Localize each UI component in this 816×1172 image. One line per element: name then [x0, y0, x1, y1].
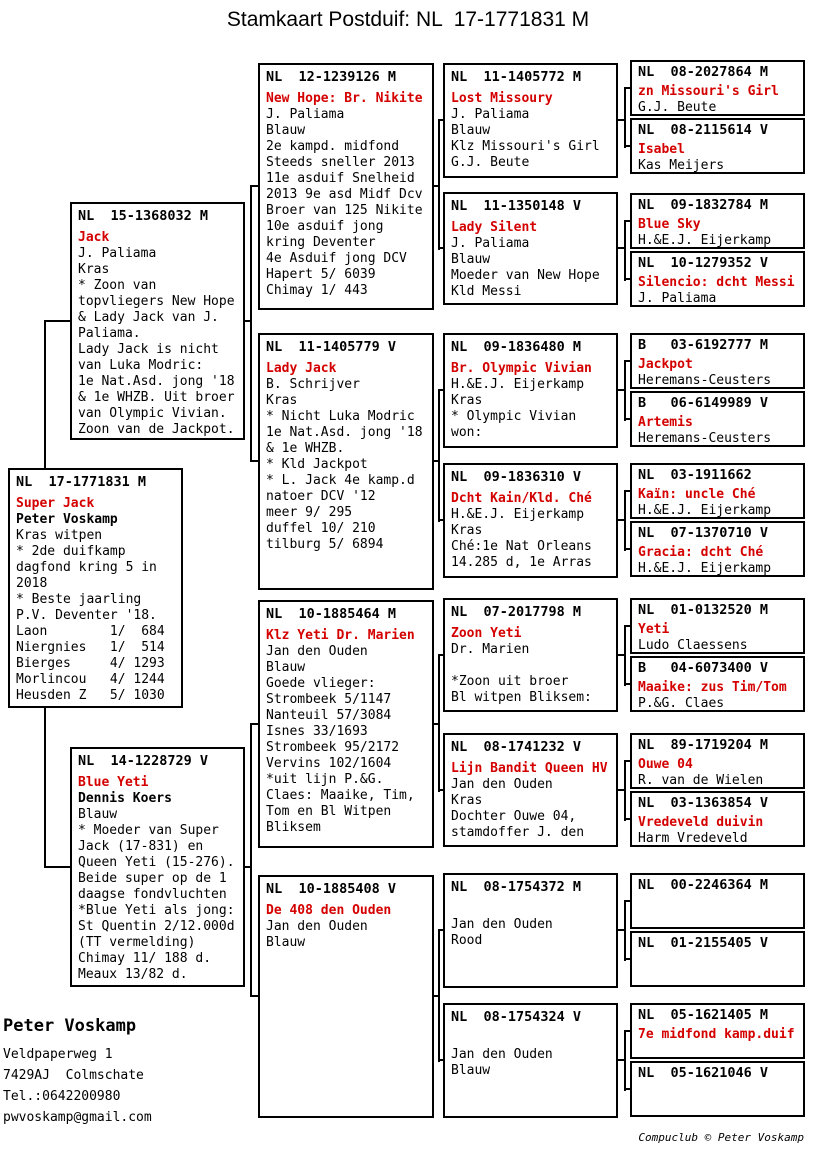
- pigeon-name: Blue Sky: [638, 217, 701, 232]
- pedigree-box-gen4-16: [630, 1061, 805, 1117]
- detail-line: Ché:1e Nat Orleans: [451, 539, 592, 554]
- detail-line: Chimay 11/ 188 d.: [78, 951, 212, 966]
- pigeon-name: Silencio: dcht Messi: [638, 275, 795, 290]
- pedigree-box-gen4-15: [630, 1003, 805, 1059]
- footer-credit: Compuclub © Peter Voskamp: [638, 1131, 804, 1144]
- detail-line: natoer DCV '12: [266, 489, 376, 504]
- detail-line: Kras: [451, 793, 483, 808]
- page-title: Stamkaart Postduif: NL 17-1771831 M: [226, 8, 590, 31]
- details: [16, 528, 175, 704]
- detail-line: Klz Missouri's Girl: [451, 139, 600, 154]
- detail-line: [451, 658, 610, 674]
- pigeon-name: Isabel: [638, 142, 685, 157]
- detail-line: Blauw: [266, 123, 306, 138]
- pigeon-name: Jackpot: [638, 357, 693, 372]
- detail-line: won:: [451, 425, 483, 440]
- detail-line: * Nicht Luka Modric: [266, 409, 415, 424]
- pigeon-name: Lost Missoury: [451, 91, 553, 106]
- ring-number: B 03-6192777 M: [638, 337, 769, 353]
- pedigree-box-super-jack: [8, 468, 183, 708]
- owner-name: H.&E.J. Eijerkamp: [638, 503, 772, 518]
- detail-line: Blauw: [451, 123, 491, 138]
- ring-number: NL 12-1239126 M: [266, 69, 397, 85]
- pigeon-name: zn Missouri's Girl: [638, 84, 779, 99]
- pigeon-name: [451, 901, 610, 917]
- owner-name: Jan den Ouden: [451, 1047, 553, 1062]
- detail-line: tilburg 5/ 6894: [266, 537, 384, 552]
- detail-line: 2e kampd. midfond: [266, 139, 400, 154]
- pedigree-box-lady-silent: [443, 192, 618, 305]
- pedigree-box-gen4-9: [630, 598, 805, 654]
- pedigree-box-gen4-5: [630, 333, 805, 389]
- detail-line: Kras: [78, 262, 110, 277]
- ring-number: NL 11-1405779 V: [266, 339, 397, 355]
- detail-line: daagse fondvluchten: [78, 887, 227, 902]
- detail-line: van Olympic Vivian.: [78, 406, 227, 421]
- detail-line: Morlincou 4/ 1244: [16, 672, 165, 687]
- pigeon-name: Lijn Bandit Queen HV: [451, 761, 608, 776]
- details: [451, 933, 610, 949]
- connector-line: [624, 760, 626, 821]
- pigeon-name: Dcht Kain/Kld. Ché: [451, 491, 592, 506]
- owner-name: Heremans-Ceusters: [638, 373, 772, 388]
- detail-line: Hapert 5/ 6039: [266, 267, 376, 282]
- details: [266, 935, 426, 951]
- connector-line: [44, 866, 70, 868]
- detail-line: 14.285 d, 1e Arras: [451, 555, 592, 570]
- owner-name: [638, 1101, 797, 1117]
- pedigree-box-gen4-7: [630, 463, 805, 519]
- detail-line: *Zoon uit broer: [451, 674, 569, 689]
- detail-line: * Beste jaarling: [16, 592, 142, 607]
- ring-number: B 06-6149989 V: [638, 395, 769, 411]
- pedigree-box-nl08-1754324: [443, 1003, 618, 1118]
- owner-name: Jan den Ouden: [266, 644, 368, 659]
- ring-number: NL 09-1836480 M: [451, 339, 582, 355]
- ring-number: NL 03-1911662: [638, 467, 752, 483]
- details: [451, 123, 610, 171]
- owner-name: Peter Voskamp: [16, 512, 118, 527]
- detail-line: Zoon van de Jackpot.: [78, 422, 235, 437]
- detail-line: Kras: [451, 523, 483, 538]
- detail-line: Tel.:0642200980: [3, 1089, 121, 1104]
- detail-line: 10e asduif jong: [266, 219, 384, 234]
- pigeon-name: De 408 den Ouden: [266, 903, 392, 918]
- ring-number: NL 17-1771831 M: [16, 474, 147, 490]
- pigeon-name: [638, 897, 797, 913]
- detail-line: Kras: [266, 393, 298, 408]
- pedigree-box-lijn-bandit: [443, 733, 618, 847]
- details: [78, 262, 237, 438]
- pedigree-box-gen4-6: [630, 391, 805, 447]
- pigeon-name: [638, 955, 797, 971]
- detail-line: Blauw: [451, 1063, 491, 1078]
- detail-line: Tom en Bl Witpen: [266, 804, 392, 819]
- pedigree-box-new-hope: [258, 63, 434, 310]
- detail-line: * L. Jack 4e kamp.d: [266, 473, 415, 488]
- owner-name: H.&E.J. Eijerkamp: [638, 561, 772, 576]
- ring-number: NL 01-2155405 V: [638, 935, 769, 951]
- detail-line: Nanteuil 57/3084: [266, 708, 392, 723]
- owner-name: P.&G. Claes: [638, 696, 725, 711]
- ring-number: NL 08-1741232 V: [451, 739, 582, 755]
- detail-line: (TT vermelding): [78, 935, 196, 950]
- ring-number: NL 05-1621046 V: [638, 1065, 769, 1081]
- pedigree-box-gen4-12: [630, 791, 805, 847]
- detail-line: 1e Nat.Asd. jong '18: [266, 425, 423, 440]
- ring-number: NL 10-1885464 M: [266, 606, 397, 622]
- detail-line: Laon 1/ 684: [16, 624, 165, 639]
- details: [78, 807, 237, 983]
- owner-name: J. Paliama: [638, 291, 717, 306]
- pedigree-box-de-408: [258, 875, 434, 1118]
- pedigree-box-gen4-14: [630, 931, 805, 987]
- detail-line: Blauw: [266, 935, 306, 950]
- pedigree-box-gen4-10: [630, 656, 805, 712]
- details: [451, 252, 610, 300]
- detail-line: * Olympic Vivian: [451, 409, 577, 424]
- detail-line: G.J. Beute: [451, 155, 530, 170]
- ring-number: NL 11-1350148 V: [451, 198, 582, 214]
- pedigree-box-jack: [70, 202, 245, 440]
- connector-line: [438, 654, 440, 792]
- pigeon-name: [451, 1031, 610, 1047]
- pigeon-name: Vredeveld duivin: [638, 815, 764, 830]
- detail-line: Steeds sneller 2013: [266, 155, 415, 170]
- detail-line: Rood: [451, 933, 483, 948]
- detail-line: 2018: [16, 576, 48, 591]
- owner-name: G.J. Beute: [638, 100, 717, 115]
- detail-line: Blauw: [266, 660, 306, 675]
- detail-line: 7429AJ Colmschate: [3, 1068, 144, 1083]
- detail-line: 1e Nat.Asd. jong '18: [78, 374, 235, 389]
- ring-number: NL 89-1719204 M: [638, 737, 769, 753]
- details: [266, 660, 426, 836]
- breeder-name: Peter Voskamp: [3, 1016, 137, 1036]
- owner-name: J. Paliama: [78, 246, 157, 261]
- detail-line: van Luka Modric:: [78, 358, 204, 373]
- connector-line: [250, 185, 252, 462]
- owner-name: Ludo Claessens: [638, 638, 748, 653]
- detail-line: Goede vlieger:: [266, 676, 376, 691]
- pigeon-name: Br. Olympic Vivian: [451, 361, 592, 376]
- detail-line: * 2de duifkamp: [16, 544, 126, 559]
- detail-line: & 1e WHZB.: [266, 441, 345, 456]
- detail-line: Veldpaperweg 1: [3, 1047, 113, 1062]
- details: [451, 793, 610, 841]
- detail-line: stamdoffer J. den: [451, 825, 585, 840]
- detail-line: Queen Yeti (15-276).: [78, 855, 235, 870]
- ring-number: NL 01-0132520 M: [638, 602, 769, 618]
- pigeon-name: Maaike: zus Tim/Tom: [638, 680, 787, 695]
- detail-line: St Quentin 2/12.000d: [78, 919, 235, 934]
- detail-line: Kras witpen: [16, 528, 103, 543]
- details: [451, 393, 610, 441]
- owner-name: Kas Meijers: [638, 158, 725, 173]
- detail-line: * Zoon van: [78, 278, 157, 293]
- pedigree-box-klz-yeti: [258, 600, 434, 848]
- detail-line: Paliama.: [78, 326, 141, 341]
- ring-number: NL 03-1363854 V: [638, 795, 769, 811]
- pedigree-box-gen4-13: [630, 873, 805, 929]
- owner-name: Dennis Koers: [78, 791, 172, 806]
- detail-line: Blauw: [451, 252, 491, 267]
- detail-line: duffel 10/ 210: [266, 521, 376, 536]
- detail-line: Moeder van New Hope: [451, 268, 600, 283]
- details: [451, 523, 610, 571]
- details: [266, 123, 426, 299]
- detail-line: Heusden Z 5/ 1030: [16, 688, 165, 703]
- detail-line: Strombeek 5/1147: [266, 692, 392, 707]
- details: [451, 1063, 610, 1079]
- detail-line: topvliegers New Hope: [78, 294, 235, 309]
- detail-line: Blauw: [78, 807, 118, 822]
- detail-line: Strombeek 95/2172: [266, 740, 400, 755]
- detail-line: pwvoskamp@gmail.com: [3, 1110, 152, 1125]
- ring-number: NL 14-1228729 V: [78, 753, 209, 769]
- owner-name: Dr. Marien: [451, 642, 530, 657]
- detail-line: *Blue Yeti als jong:: [78, 903, 235, 918]
- connector-line: [44, 320, 70, 322]
- detail-line: Dochter Ouwe 04,: [451, 809, 577, 824]
- owner-name: J. Paliama: [266, 107, 345, 122]
- detail-line: Isnes 33/1693: [266, 724, 368, 739]
- owner-name: H.&E.J. Eijerkamp: [451, 507, 585, 522]
- pedigree-box-gen4-11: [630, 733, 805, 789]
- owner-name: J. Paliama: [451, 236, 530, 251]
- detail-line: kring Deventer: [266, 235, 376, 250]
- detail-line: Broer van 125 Nikite: [266, 203, 423, 218]
- owner-name: [638, 1043, 797, 1059]
- detail-line: dagfond kring 5 in: [16, 560, 157, 575]
- owner-name: Jan den Ouden: [451, 777, 553, 792]
- ring-number: NL 15-1368032 M: [78, 208, 209, 224]
- connector-line: [624, 360, 626, 421]
- owner-name: Heremans-Ceusters: [638, 431, 772, 446]
- pigeon-name: Zoon Yeti: [451, 626, 522, 641]
- detail-line: Vervins 102/1604: [266, 756, 392, 771]
- pedigree-box-zoon-yeti: [443, 598, 618, 712]
- connector-line: [438, 389, 440, 522]
- owner-name: [638, 913, 797, 929]
- ring-number: NL 09-1832784 M: [638, 197, 769, 213]
- detail-line: Kld Messi: [451, 284, 522, 299]
- pigeon-name: Lady Jack: [266, 361, 337, 376]
- ring-number: NL 07-1370710 V: [638, 525, 769, 541]
- ring-number: NL 10-1885408 V: [266, 881, 397, 897]
- detail-line: 2013 9e asd Midf Dcv: [266, 187, 423, 202]
- pigeon-name: Ouwe 04: [638, 757, 693, 772]
- connector-line: [624, 625, 626, 686]
- ring-number: B 04-6073400 V: [638, 660, 769, 676]
- detail-line: Chimay 1/ 443: [266, 283, 368, 298]
- pigeon-name: New Hope: Br. Nikite: [266, 91, 423, 106]
- connector-line: [624, 87, 626, 148]
- owner-name: Jan den Ouden: [266, 919, 368, 934]
- pedigree-box-gen4-1: [630, 60, 805, 116]
- ring-number: NL 08-2027864 M: [638, 64, 769, 80]
- pigeon-name: Kaïn: uncle Ché: [638, 487, 756, 502]
- pigeon-name: Blue Yeti: [78, 775, 149, 790]
- detail-line: Bl witpen Bliksem:: [451, 690, 592, 705]
- details: [266, 393, 426, 553]
- ring-number: NL 08-1754324 V: [451, 1009, 582, 1025]
- pigeon-name: Klz Yeti Dr. Marien: [266, 628, 415, 643]
- owner-name: Jan den Ouden: [451, 917, 553, 932]
- contact-block: [3, 1016, 152, 1128]
- pedigree-box-gen4-2: [630, 118, 805, 174]
- pigeon-name: Artemis: [638, 415, 693, 430]
- ring-number: NL 08-2115614 V: [638, 122, 769, 138]
- pedigree-box-dcht-kain: [443, 463, 618, 578]
- pigeon-name: Yeti: [638, 622, 670, 637]
- pedigree-box-lost-missoury: [443, 63, 618, 178]
- ring-number: NL 08-1754372 M: [451, 879, 582, 895]
- detail-line: Kras: [451, 393, 483, 408]
- detail-line: Niergnies 1/ 514: [16, 640, 165, 655]
- connector-line: [624, 220, 626, 281]
- pedigree-box-nl08-1754372: [443, 873, 618, 988]
- pigeon-name: Jack: [78, 230, 110, 245]
- pedigree-box-lady-jack: [258, 333, 434, 590]
- ring-number: NL 10-1279352 V: [638, 255, 769, 271]
- detail-line: Bliksem: [266, 820, 321, 835]
- detail-line: 11e asduif Snelheid: [266, 171, 415, 186]
- detail-line: Beide super op de 1: [78, 871, 227, 886]
- owner-name: B. Schrijver: [266, 377, 360, 392]
- owner-name: R. van de Wielen: [638, 773, 764, 788]
- ring-number: NL 07-2017798 M: [451, 604, 582, 620]
- connector-line: [624, 490, 626, 551]
- ring-number: NL 09-1836310 V: [451, 469, 582, 485]
- pigeon-name: Super Jack: [16, 496, 95, 511]
- detail-line: * Kld Jackpot: [266, 457, 368, 472]
- detail-line: meer 9/ 295: [266, 505, 353, 520]
- pedigree-box-br-olympic-vivian: [443, 333, 618, 448]
- pigeon-name: Gracia: dcht Ché: [638, 545, 764, 560]
- connector-line: [624, 1030, 626, 1091]
- connector-line: [250, 723, 252, 997]
- contact-lines: [3, 1044, 152, 1128]
- pedigree-box-gen4-8: [630, 521, 805, 577]
- detail-line: & Lady Jack van J.: [78, 310, 219, 325]
- pedigree-box-gen4-4: [630, 251, 805, 307]
- connector-line: [624, 900, 626, 961]
- pedigree-box-gen4-3: [630, 193, 805, 249]
- connector-line: [438, 929, 440, 1062]
- details: [451, 658, 610, 706]
- detail-line: * Moeder van Super: [78, 823, 219, 838]
- detail-line: 4e Asduif jong DCV: [266, 251, 407, 266]
- pigeon-name: Lady Silent: [451, 220, 538, 235]
- owner-name: Harm Vredeveld: [638, 831, 748, 846]
- pigeon-name: 7e midfond kamp.duif: [638, 1027, 795, 1042]
- detail-line: Meaux 13/82 d.: [78, 967, 188, 982]
- owner-name: H.&E.J. Eijerkamp: [638, 233, 772, 248]
- pedigree-box-blue-yeti: [70, 747, 245, 987]
- pigeon-name: [638, 1085, 797, 1101]
- connector-line: [438, 119, 440, 250]
- owner-name: [638, 971, 797, 987]
- detail-line: Lady Jack is nicht: [78, 342, 219, 357]
- detail-line: P.V. Deventer '18.: [16, 608, 157, 623]
- owner-name: H.&E.J. Eijerkamp: [451, 377, 585, 392]
- ring-number: NL 00-2246364 M: [638, 877, 769, 893]
- detail-line: & 1e WHZB. Uit broer: [78, 390, 235, 405]
- ring-number: NL 11-1405772 M: [451, 69, 582, 85]
- owner-name: J. Paliama: [451, 107, 530, 122]
- detail-line: Bierges 4/ 1293: [16, 656, 165, 671]
- ring-number: NL 05-1621405 M: [638, 1007, 769, 1023]
- detail-line: Jack (17-831) en: [78, 839, 204, 854]
- detail-line: *uit lijn P.&G.: [266, 772, 384, 787]
- detail-line: Claes: Maaike, Tim,: [266, 788, 415, 803]
